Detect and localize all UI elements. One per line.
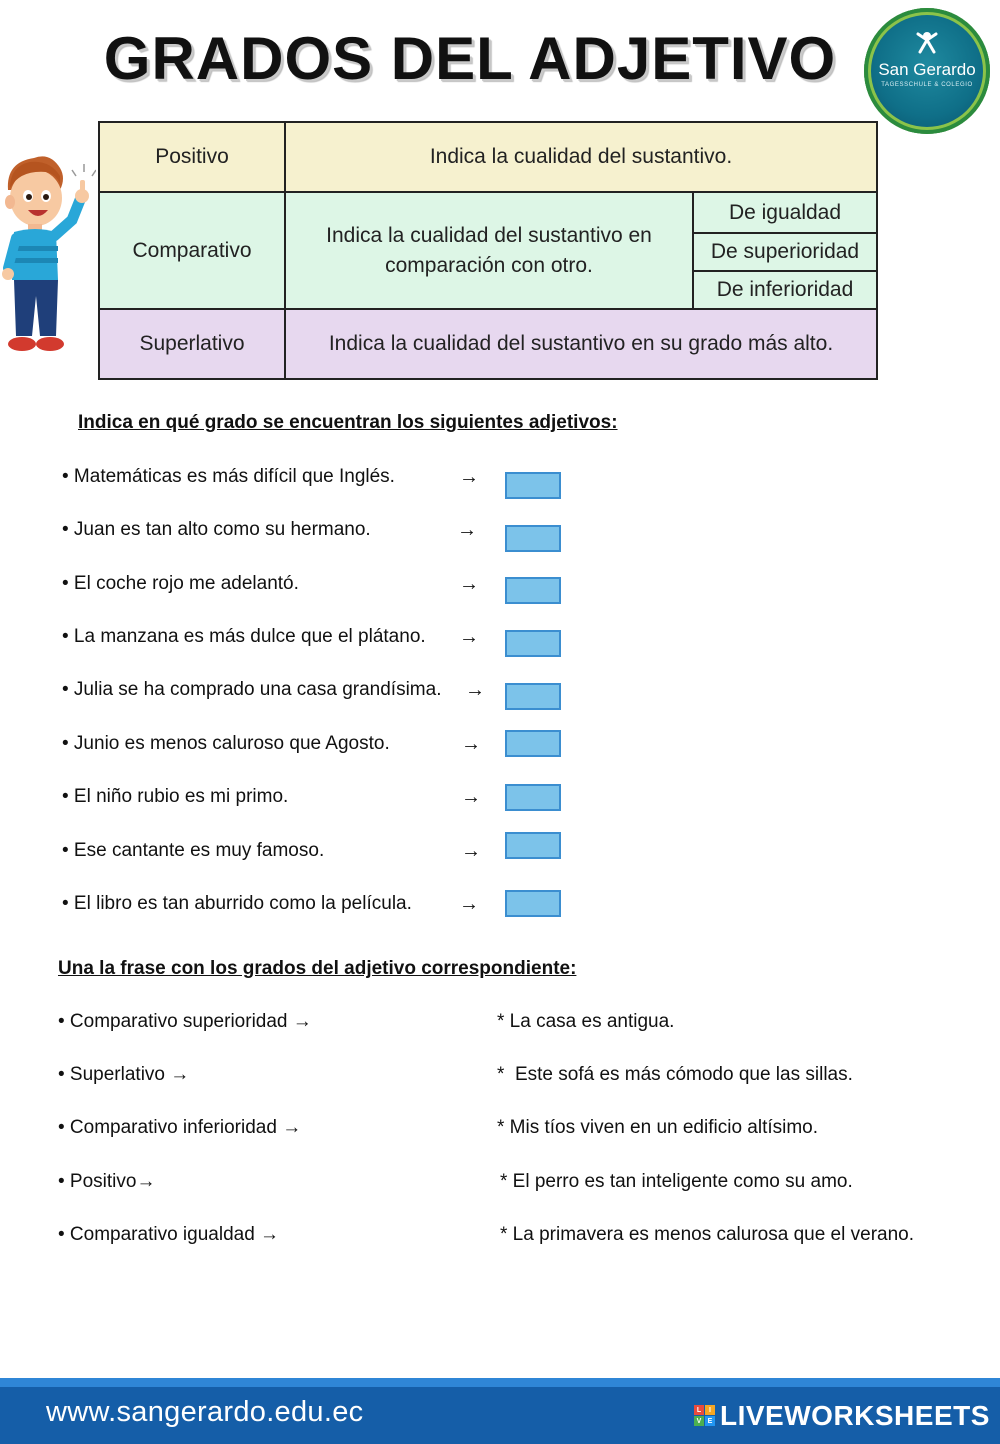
- arrow-icon: →: [461, 733, 481, 755]
- comparativo-description: Indica la cualidad del sustantivo en comparación con otro.: [284, 191, 694, 310]
- arrow-icon: →: [457, 519, 477, 541]
- exercise1-item: • Matemáticas es más difícil que Inglés.: [62, 466, 395, 487]
- logo-name: San Gerardo: [878, 60, 976, 79]
- grade-option[interactable]: • Comparativo inferioridad →: [58, 1117, 302, 1138]
- arrow-icon: →: [465, 679, 485, 701]
- answer-input[interactable]: [505, 525, 561, 552]
- logo-emblem-icon: [914, 28, 940, 56]
- answer-input[interactable]: [505, 730, 561, 757]
- positivo-label: Positivo: [98, 121, 286, 193]
- grade-option[interactable]: • Comparativo igualdad →: [58, 1224, 280, 1245]
- exercise1-item: • El coche rojo me adelantó.: [62, 573, 299, 594]
- superlativo-label: Superlativo: [98, 308, 286, 380]
- arrow-icon: →: [461, 786, 481, 808]
- exercise1-item: • Junio es menos caluroso que Agosto.: [62, 733, 390, 754]
- answer-input[interactable]: [505, 832, 561, 859]
- arrow-icon: →: [459, 466, 479, 488]
- comparativo-type-inferioridad: De inferioridad: [692, 270, 878, 310]
- grade-option[interactable]: • Comparativo superioridad →: [58, 1011, 312, 1032]
- exercise1-item: • El niño rubio es mi primo.: [62, 786, 289, 807]
- answer-input[interactable]: [505, 784, 561, 811]
- grade-option[interactable]: • Positivo→: [58, 1171, 156, 1192]
- answer-input[interactable]: [505, 630, 561, 657]
- arrow-icon: →: [459, 893, 479, 915]
- arrow-icon: →: [459, 573, 479, 595]
- sentence-option[interactable]: * Mis tíos viven en un edificio altísimo.: [497, 1117, 819, 1138]
- grade-option[interactable]: • Superlativo →: [58, 1064, 190, 1085]
- positivo-description: Indica la cualidad del sustantivo.: [284, 121, 878, 193]
- exercise1-item: • El libro es tan aburrido como la película.: [62, 893, 412, 914]
- exercise1-heading: Indica en qué grado se encuentran los siguientes adjetivos:: [78, 412, 618, 433]
- comparativo-type-superioridad: De superioridad: [692, 232, 878, 272]
- comparativo-label: Comparativo: [98, 191, 286, 310]
- logo-letter: E: [705, 1416, 715, 1426]
- exercise1-item: • La manzana es más dulce que el plátano.: [62, 626, 426, 647]
- answer-input[interactable]: [505, 577, 561, 604]
- sentence-option[interactable]: * La primavera es menos calurosa que el verano.: [500, 1224, 915, 1245]
- website-link[interactable]: www.sangerardo.edu.ec: [46, 1396, 364, 1428]
- page-title: GRADOS DEL ADJETIVO: [103, 25, 837, 92]
- school-logo: [864, 8, 990, 134]
- logo-subtitle: TAGESSCHULE & COLEGIO: [881, 82, 973, 88]
- sentence-option[interactable]: * La casa es antigua.: [497, 1011, 675, 1032]
- exercise1-item: • Julia se ha comprado una casa grandísima.: [62, 679, 442, 700]
- boy-pointing-illustration: [0, 150, 96, 360]
- logo-letter: L: [694, 1405, 704, 1415]
- answer-input[interactable]: [505, 472, 561, 499]
- comparativo-type-igualdad: De igualdad: [692, 191, 878, 234]
- exercise1-item: • Ese cantante es muy famoso.: [62, 840, 325, 861]
- logo-letter: I: [705, 1405, 715, 1415]
- answer-input[interactable]: [505, 683, 561, 710]
- liveworksheets-logo-icon: [694, 1405, 716, 1427]
- answer-input[interactable]: [505, 890, 561, 917]
- liveworksheets-brand: LIVEWORKSHEETS: [720, 1400, 990, 1431]
- logo-letter: V: [694, 1416, 704, 1426]
- sentence-option[interactable]: * Este sofá es más cómodo que las sillas.: [497, 1064, 853, 1085]
- arrow-icon: →: [461, 840, 481, 862]
- arrow-icon: →: [459, 626, 479, 648]
- sentence-option[interactable]: * El perro es tan inteligente como su amo.: [500, 1171, 853, 1192]
- exercise2-heading: Una la frase con los grados del adjetivo correspondiente:: [58, 958, 577, 979]
- superlativo-description: Indica la cualidad del sustantivo en su grado más alto.: [284, 308, 878, 380]
- exercise1-item: • Juan es tan alto como su hermano.: [62, 519, 371, 540]
